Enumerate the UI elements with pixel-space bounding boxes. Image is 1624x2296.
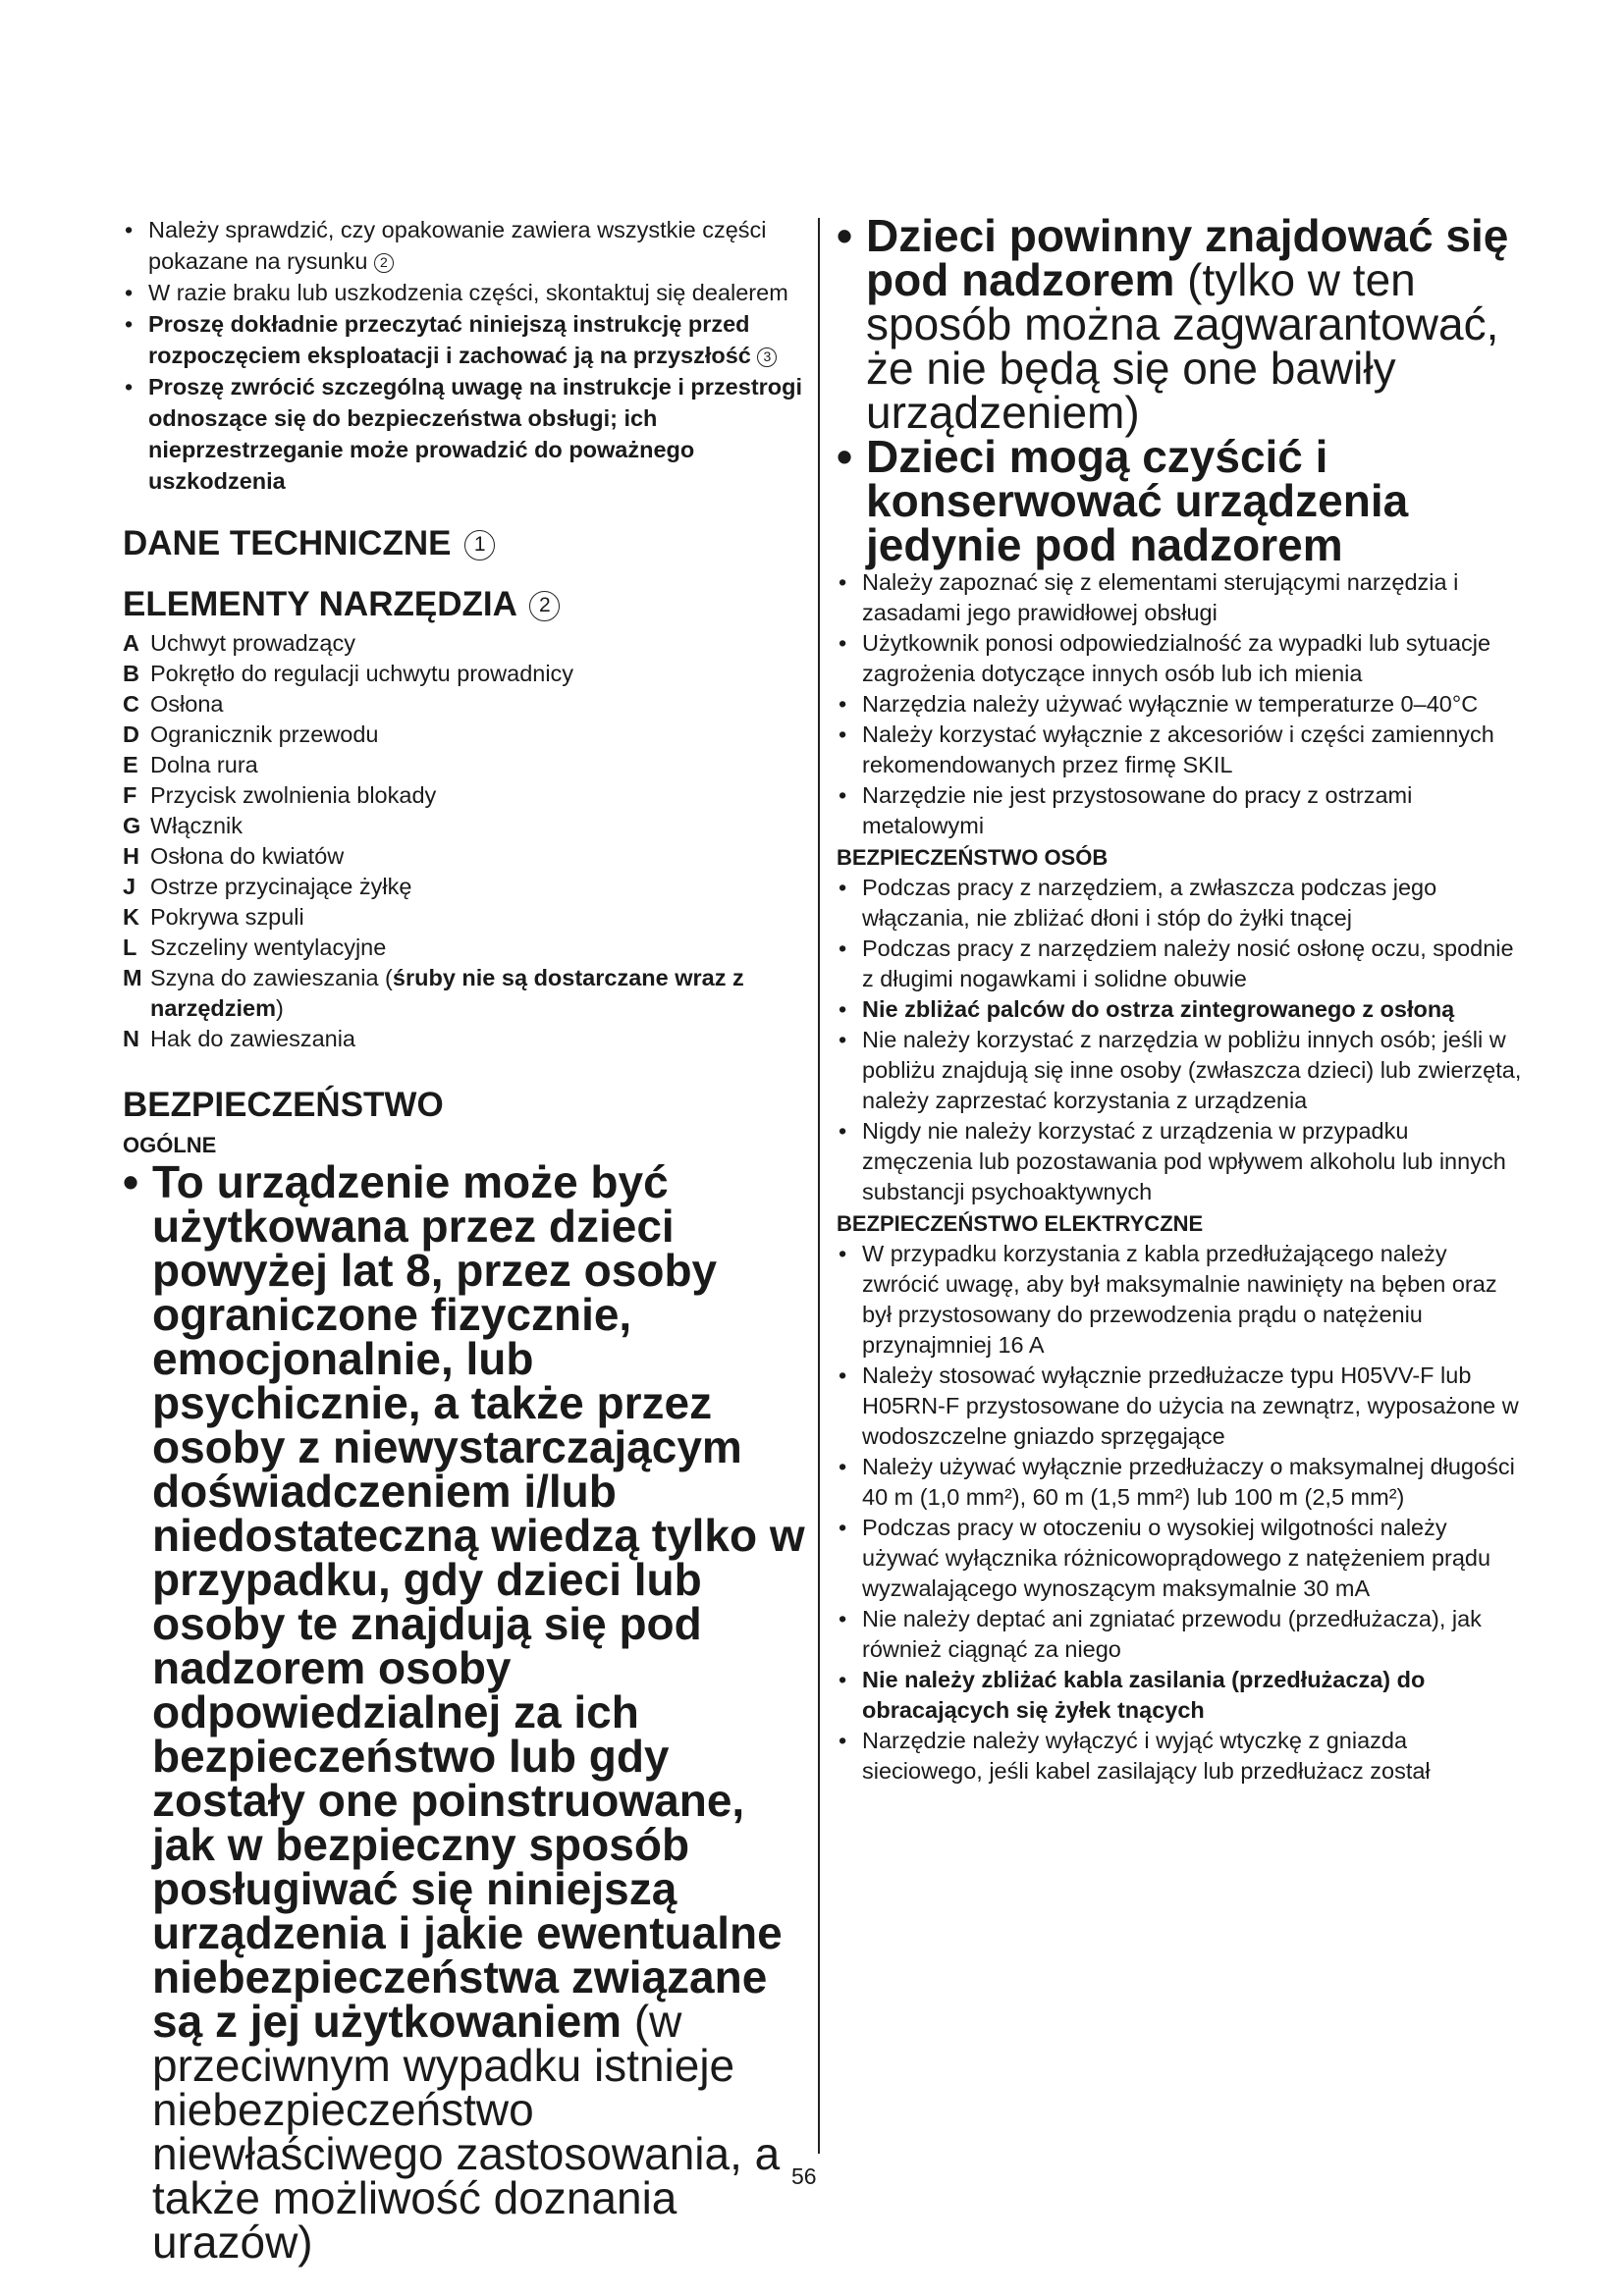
figure-ref-icon: 2 xyxy=(529,591,560,621)
children-warning-item: • To urządzenie może być użytkowana przez dzieci powyżej lat 8, przez osoby ograniczone fizycznie, emocjonalnie, lub psychicznie, a także przez osoby z niewystarczającym doświadczeniem i/lub niedostateczną wiedzą tylko w przypadku, gdy dzieci lub osoby te znajdują się pod nadzorem osoby odpowiedzialnej za ich bezpieczeństwo lub gdy zostały one poinstruowane, jak w bezpieczny sposób posługiwać się niniejszą urządzenia i jakie ewentualne niebezpieczeństwa związane są z jej użytkowaniem (w przeciwnym wypadku istnieje niebezpieczeństwo niewłaściwego zastosowania, a także możliwość doznania urazów) xyxy=(123,1160,810,2265)
safety-item: • Narzędzia należy używać wyłącznie w temperaturze 0–40°C xyxy=(837,689,1524,720)
persons-safety-list xyxy=(837,873,1524,1207)
safety-heading: BEZPIECZEŃSTWO xyxy=(123,1086,444,1124)
elements-list xyxy=(123,628,810,1054)
safety-item: • Nie należy zbliżać kabla zasilania (przedłużacza) do obracających się żyłek tnących xyxy=(837,1665,1524,1726)
figure-ref-icon: 3 xyxy=(757,347,777,367)
persons-safety-subheading: BEZPIECZEŃSTWO OSÓB xyxy=(837,845,1109,870)
figure-ref-icon: 1 xyxy=(464,530,495,561)
element-item: K Pokrywa szpuli xyxy=(123,904,304,930)
element-item: J Ostrze przycinające żyłkę xyxy=(123,874,412,899)
cleaning-warning-item: • Dzieci mogą czyścić i konserwować urządzenia jedynie pod nadzorem xyxy=(837,435,1524,567)
elements-heading: ELEMENTY NARZĘDZIA 2 xyxy=(123,583,810,626)
safety-item: • Należy korzystać wyłącznie z akcesoriów i części zamiennych rekomendowanych przez firmę SKIL xyxy=(837,720,1524,780)
children-warning xyxy=(123,1156,810,2268)
element-item: E Dolna rura xyxy=(123,752,258,777)
intro-item: • Należy sprawdzić, czy opakowanie zawiera wszystkie części pokazane na rysunku 2 xyxy=(123,214,810,277)
element-item: A Uchwyt prowadzący xyxy=(123,630,355,656)
element-item: M Szyna do zawieszania (śruby nie są dostarczane wraz z narzędziem) xyxy=(123,965,744,1021)
electrical-safety-subheading: BEZPIECZEŃSTWO ELEKTRYCZNE xyxy=(837,1211,1204,1236)
intro-item: • Proszę zwrócić szczególną uwagę na instrukcje i przestrogi odnoszące się do bezpieczeństwa obsługi; ich nieprzestrzeganie może prowadzić do poważnego uszkodzenia xyxy=(123,371,810,497)
safety-item: • Należy zapoznać się z elementami sterującymi narzędzia i zasadami jego prawidłowej obsługi xyxy=(837,567,1524,628)
safety-item: • Narzędzie nie jest przystosowane do pracy z ostrzami metalowymi xyxy=(837,780,1524,841)
element-item: C Osłona xyxy=(123,691,224,717)
safety-item: • Podczas pracy z narzędziem należy nosić osłonę oczu, spodnie z długimi nogawkami i solidne obuwie xyxy=(837,934,1524,994)
element-item: N Hak do zawieszania xyxy=(123,1026,355,1051)
element-item: D Ogranicznik przewodu xyxy=(123,721,379,747)
safety-item: • W przypadku korzystania z kabla przedłużającego należy zwrócić uwagę, aby był maksymalnie nawinięty na bęben oraz był przystosowany do przewodzenia prądu o natężeniu przynajmniej 16 A xyxy=(837,1239,1524,1361)
supervision-warnings xyxy=(837,210,1524,570)
intro-list xyxy=(123,214,810,497)
safety-item: • Użytkownik ponosi odpowiedzialność za wypadki lub sytuacje zagrożenia dotyczące innych osób lub ich mienia xyxy=(837,628,1524,689)
element-item: H Osłona do kwiatów xyxy=(123,843,345,869)
column-divider xyxy=(818,218,820,2154)
safety-item: • Nie należy korzystać z narzędzia w pobliżu innych osób; jeśli w pobliżu znajdują się inne osoby (zwłaszcza dzieci) lub zwierzęta, należy zaprzestać korzystania z urządzenia xyxy=(837,1025,1524,1116)
page-number: 56 xyxy=(791,2163,817,2189)
safety-item: • Nie zbliżać palców do ostrza zintegrowanego z osłoną xyxy=(837,994,1524,1025)
safety-item: • Podczas pracy w otoczeniu o wysokiej wilgotności należy używać wyłącznika różnicowoprądowego z natężeniem prądu wyzwalającego wynoszącym maksymalnie 30 mA xyxy=(837,1513,1524,1604)
general-subheading: OGÓLNE xyxy=(123,1133,217,1157)
intro-item: • Proszę dokładnie przeczytać niniejszą instrukcję przed rozpoczęciem eksploatacji i zachować ją na przyszłość 3 xyxy=(123,308,810,371)
element-item: B Pokrętło do regulacji uchwytu prowadnicy xyxy=(123,661,574,686)
safety-item: • Podczas pracy z narzędziem, a zwłaszcza podczas jego włączania, nie zbliżać dłoni i stóp do żyłki tnącej xyxy=(837,873,1524,934)
safety-item: • Nie należy deptać ani zgniatać przewodu (przedłużacza), jak również ciągnąć za niego xyxy=(837,1604,1524,1665)
general-safety-list xyxy=(837,567,1524,841)
tech-data-heading: DANE TECHNICZNE 1 xyxy=(123,522,810,565)
figure-ref-icon: 2 xyxy=(374,253,394,273)
element-item: G Włącznik xyxy=(123,813,244,838)
safety-item: • Narzędzie należy wyłączyć i wyjąć wtyczkę z gniazda sieciowego, jeśli kabel zasilający lub przedłużacz został xyxy=(837,1726,1524,1787)
safety-item: • Nigdy nie należy korzystać z urządzenia w przypadku zmęczenia lub pozostawania pod wpływem alkoholu lub innych substancji psychoaktywnych xyxy=(837,1116,1524,1207)
intro-item: • W razie braku lub uszkodzenia części, skontaktuj się dealerem xyxy=(123,277,810,308)
element-item: L Szczeliny wentylacyjne xyxy=(123,934,387,960)
left-column xyxy=(123,214,810,2268)
safety-item: • Należy używać wyłącznie przedłużaczy o maksymalnej długości 40 m (1,0 mm²), 60 m (1,5 mm²) lub 100 m (2,5 mm²) xyxy=(837,1452,1524,1513)
supervision-warning-item: • Dzieci powinny znajdować się pod nadzorem (tylko w ten sposób można zagwarantować, że nie będą się one bawiły urządzeniem) xyxy=(837,214,1524,435)
safety-item: • Należy stosować wyłącznie przedłużacze typu H05VV-F lub H05RN-F przystosowane do użycia na zewnątrz, wyposażone w wodoszczelne gniazdo sprzęgające xyxy=(837,1361,1524,1452)
element-item: F Przycisk zwolnienia blokady xyxy=(123,782,437,808)
electrical-safety-list xyxy=(837,1239,1524,1787)
right-column xyxy=(837,210,1524,1787)
